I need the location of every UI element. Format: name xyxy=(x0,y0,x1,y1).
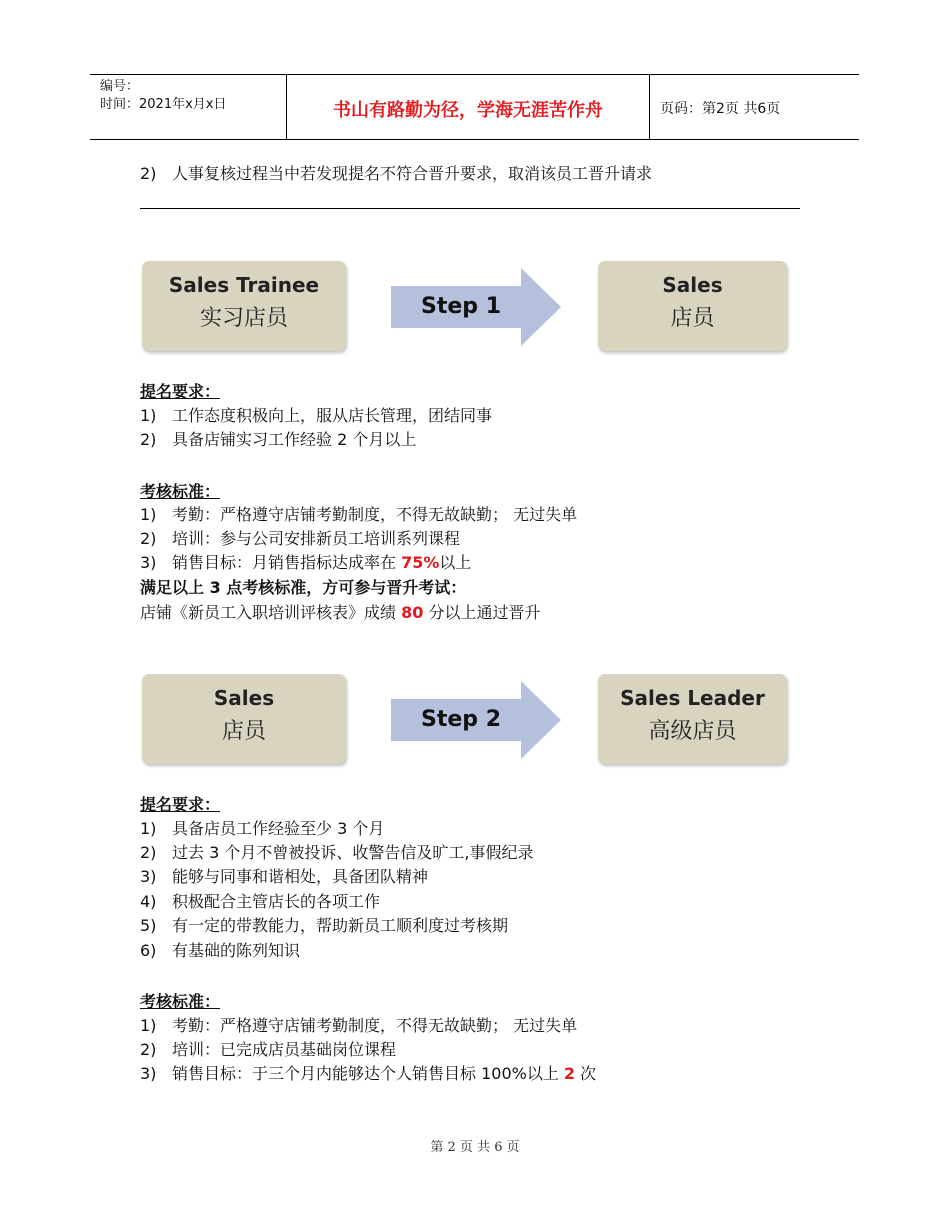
item-number: 4) xyxy=(140,892,157,911)
list-item xyxy=(140,1038,396,1062)
item-text: 具备店员工作经验至少 3 个月 xyxy=(172,819,385,838)
list-item xyxy=(140,890,380,914)
item-text: 有一定的带教能力，帮助新员工顺利度过考核期 xyxy=(172,916,509,935)
header-motto: 书山有路勤为径，学海无涯苦作舟 xyxy=(333,100,603,121)
summary-text: 满足以上 3 点考核标准，方可参与晋升考试： xyxy=(140,578,467,597)
item-number: 2) xyxy=(140,1040,157,1059)
header-bottom-border xyxy=(90,139,859,140)
highlight-value: 75% xyxy=(401,553,440,572)
header-divider xyxy=(286,74,287,140)
exam-requirement xyxy=(140,601,540,625)
page-number-label: 页码：第2页 共6页 xyxy=(660,101,781,117)
highlight-value: 80 xyxy=(401,603,424,622)
intro-item xyxy=(140,162,652,186)
item-number: 1) xyxy=(140,505,157,524)
item-text: 有基础的陈列知识 xyxy=(172,941,301,960)
item-number: 2) xyxy=(140,529,157,548)
role-zh-label: 实习店员 xyxy=(199,306,288,331)
step-2-arrow xyxy=(391,681,561,759)
list-item xyxy=(140,428,416,452)
item-number: 2) xyxy=(140,430,157,449)
item-text: 考勤：严格遵守店铺考勤制度，不得无故缺勤； 无过失单 xyxy=(172,1016,578,1035)
step-label: Step 1 xyxy=(421,294,501,319)
nomination-title: 提名要求： xyxy=(140,795,221,814)
item-number: 3) xyxy=(140,553,157,572)
doc-time-label: 时间：2021年x月x日 xyxy=(100,97,227,112)
page-footer: 第 2 页 共 6 页 xyxy=(430,1140,520,1155)
item-text: 能够与同事和谐相处，具备团队精神 xyxy=(172,867,429,886)
item-number: 5) xyxy=(140,916,157,935)
list-item xyxy=(140,1014,577,1038)
doc-code-label: 编号： xyxy=(100,79,140,94)
item-text: 人事复核过程当中若发现提名不符合晋升要求，取消该员工晋升请求 xyxy=(172,164,653,183)
list-item xyxy=(140,817,384,841)
item-number: 3) xyxy=(140,1064,157,1083)
role-zh-label: 高级店员 xyxy=(648,719,737,744)
item-number: 1) xyxy=(140,1016,157,1035)
item-number: 6) xyxy=(140,941,157,960)
evaluation-title: 考核标准： xyxy=(140,482,221,501)
list-item xyxy=(140,865,428,889)
role-box-sales xyxy=(598,261,787,351)
item-text: 具备店铺实习工作经验 2 个月以上 xyxy=(172,430,417,449)
header-table xyxy=(90,74,859,140)
item-text: 工作态度积极向上，服从店长管理，团结同事 xyxy=(172,406,493,425)
role-en-label: Sales Leader xyxy=(620,686,765,710)
item-text: 培训：参与公司安排新员工培训系列课程 xyxy=(172,529,461,548)
item-text: 分以上通过晋升 xyxy=(423,603,541,622)
nomination-title: 提名要求： xyxy=(140,382,221,401)
step-1-arrow xyxy=(391,268,561,346)
list-item xyxy=(140,527,460,551)
list-item xyxy=(140,841,533,865)
item-number: 2) xyxy=(140,164,157,183)
step-label: Step 2 xyxy=(421,707,501,732)
role-en-label: Sales xyxy=(662,273,723,297)
item-number: 3) xyxy=(140,867,157,886)
item-text: 过去 3 个月不曾被投诉、收警告信及旷工,事假纪录 xyxy=(172,843,534,862)
evaluation-title: 考核标准： xyxy=(140,992,221,1011)
role-box-sales-trainee xyxy=(142,261,346,351)
list-item xyxy=(140,503,577,527)
highlight-value: 2 xyxy=(563,1064,576,1083)
separator-line xyxy=(140,208,800,209)
list-item xyxy=(140,1062,596,1086)
item-text: 次 xyxy=(575,1064,597,1083)
list-item xyxy=(140,404,492,428)
role-zh-label: 店员 xyxy=(221,719,266,744)
role-box-sales xyxy=(142,674,346,764)
item-number: 1) xyxy=(140,406,157,425)
role-box-sales-leader xyxy=(598,674,787,764)
header-top-border xyxy=(90,74,859,75)
item-text: 培训：已完成店员基础岗位课程 xyxy=(172,1040,397,1059)
header-divider xyxy=(649,74,650,140)
item-number: 2) xyxy=(140,843,157,862)
item-text: 销售目标：月销售指标达成率在 xyxy=(172,553,402,572)
list-item xyxy=(140,551,471,575)
item-text: 销售目标：于三个月内能够达个人销售目标 100%以上 xyxy=(172,1064,564,1083)
role-zh-label: 店员 xyxy=(670,306,715,331)
item-text: 以上 xyxy=(439,553,472,572)
list-item xyxy=(140,939,300,963)
item-text: 积极配合主管店长的各项工作 xyxy=(172,892,381,911)
item-text: 店铺《新员工入职培训评核表》成绩 xyxy=(140,603,402,622)
role-en-label: Sales Trainee xyxy=(168,273,320,297)
list-item xyxy=(140,914,508,938)
role-en-label: Sales xyxy=(213,686,275,710)
item-text: 考勤：严格遵守店铺考勤制度，不得无故缺勤； 无过失单 xyxy=(172,505,578,524)
item-number: 1) xyxy=(140,819,157,838)
